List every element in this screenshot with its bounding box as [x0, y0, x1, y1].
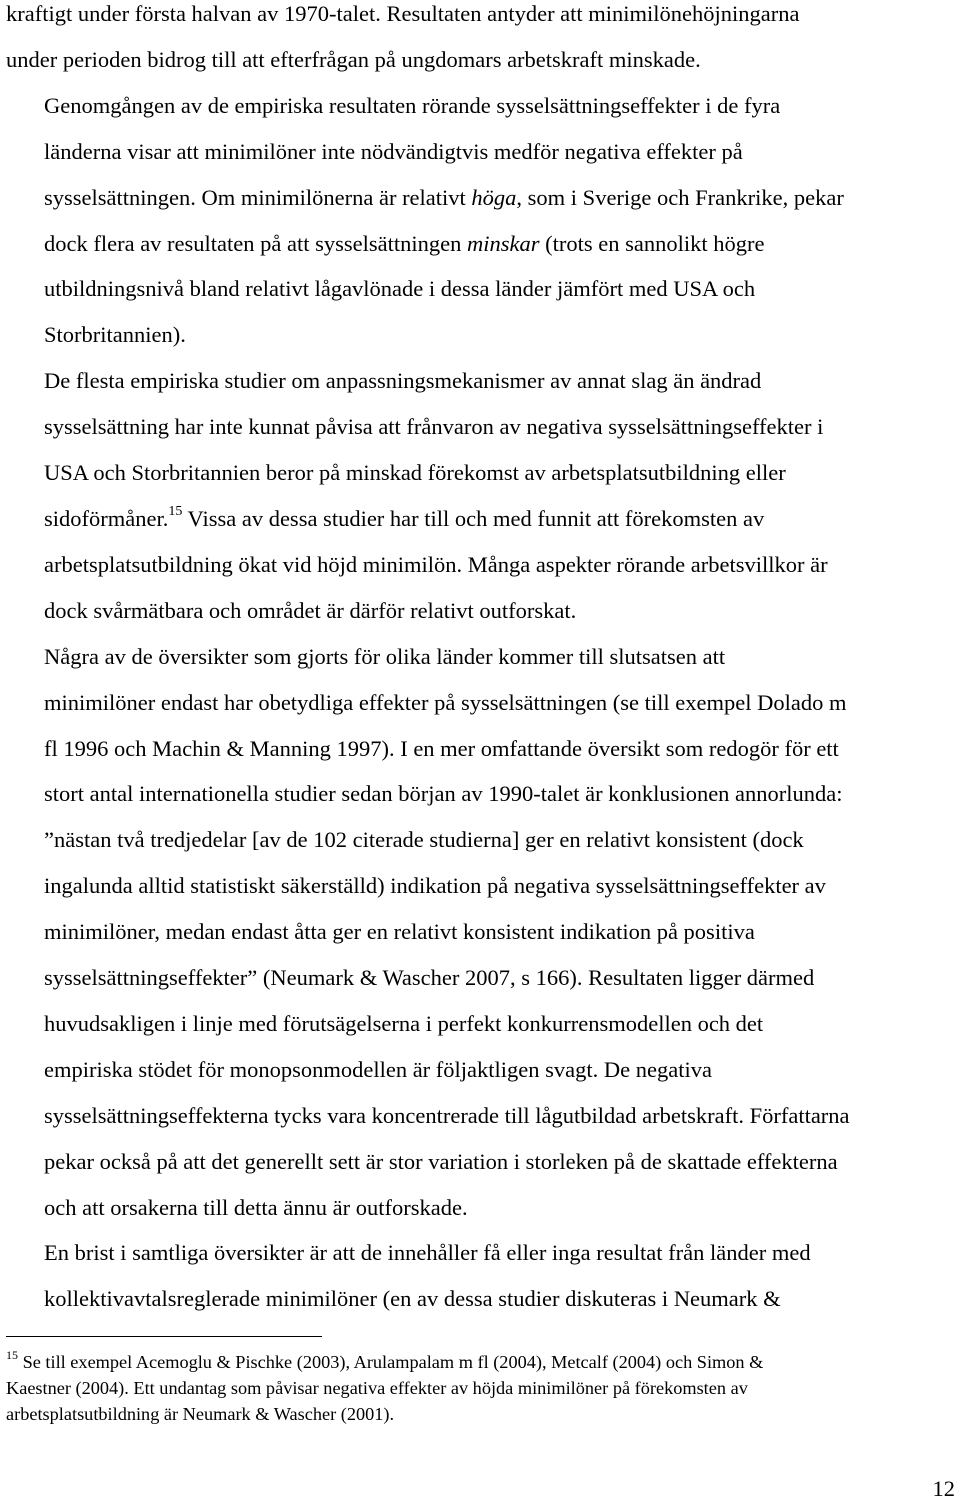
text-segment: dock flera av resultaten på att sysselsättningen: [44, 230, 467, 256]
text-line: De flesta empiriska studier om anpassningsmekanismer av annat slag än ändrad: [44, 368, 762, 394]
text-line: sysselsättning har inte kunnat påvisa att frånvaron av negativa sysselsättningseffekter i: [44, 414, 824, 440]
text-line: sysselsättningseffekterna tycks vara koncentrerade till lågutbildad arbetskraft. Författarna: [44, 1102, 850, 1128]
footnote-separator: [6, 1336, 322, 1337]
text-segment: (trots en sannolikt högre: [539, 230, 765, 256]
text-segment: , som i Sverige och Frankrike, pekar: [516, 184, 844, 210]
text-segment: Se till exempel Acemoglu & Pischke (2003), Arulampalam m fl (2004), Metcalf (2004) och Simon &: [18, 1352, 764, 1372]
text-line: sysselsättningseffekter” (Neumark & Wascher 2007, s 166). Resultaten ligger därmed: [44, 965, 815, 991]
text-line: empiriska stödet för monopsonmodellen är följaktligen svagt. De negativa: [44, 1056, 712, 1082]
text-line: och att orsakerna till detta ännu är outforskade.: [44, 1194, 468, 1220]
text-line: ”nästan två tredjedelar [av de 102 citerade studierna] ger en relativt konsistent (dock: [44, 827, 804, 853]
text-line: ingalunda alltid statistiskt säkerställd) indikation på negativa sysselsättningseffekter av: [44, 873, 826, 899]
text-line: Genomgången av de empiriska resultaten rörande sysselsättningseffekter i de fyra: [44, 92, 781, 118]
text-line: utbildningsnivå bland relativt lågavlönade i dessa länder jämfört med USA och: [44, 276, 756, 302]
text-line: kraftigt under första halvan av 1970-talet. Resultaten antyder att minimilönehöjningarna: [6, 1, 800, 26]
text-line: pekar också på att det generellt sett är stor variation i storleken på de skattade effekterna: [44, 1148, 838, 1174]
paragraph: [6, 634, 956, 1231]
text-line: dock svårmätbara och området är därför relativt outforskat.: [44, 597, 577, 623]
text-line: [6, 496, 956, 542]
emphasis-text: minskar: [467, 230, 540, 256]
emphasis-text: höga: [471, 184, 517, 210]
paragraph: [6, 358, 956, 633]
footnote-number: 15: [6, 1347, 18, 1362]
text-line: huvudsakligen i linje med förutsägelserna i perfekt konkurrensmodellen och det: [44, 1010, 764, 1036]
footnote-line: arbetsplatsutbildning är Neumark & Wascher (2001).: [6, 1404, 395, 1424]
page-number: 12: [932, 1476, 955, 1501]
paragraph: [6, 0, 956, 83]
footnote: [6, 1349, 956, 1427]
text-line: [6, 175, 956, 221]
footnote-ref: 15: [168, 504, 183, 520]
text-line: fl 1996 och Machin & Manning 1997). I en mer omfattande översikt som redogör för ett: [44, 735, 839, 761]
text-line: minimilöner endast har obetydliga effekter på sysselsättningen (se till exempel Dolado m: [44, 689, 847, 715]
text-line: arbetsplatsutbildning ökat vid höjd minimilön. Många aspekter rörande arbetsvillkor är: [44, 551, 828, 577]
text-line: Storbritannien).: [44, 322, 186, 348]
text-line: stort antal internationella studier sedan början av 1990-talet är konklusionen annorlunda:: [44, 781, 843, 807]
footnote-line: Kaestner (2004). Ett undantag som påvisar negativa effekter av höjda minimilöner på förekomsten av: [6, 1378, 748, 1398]
text-line: länderna visar att minimilöner inte nödvändigtvis medför negativa effekter på: [44, 138, 743, 164]
text-line: USA och Storbritannien beror på minskad förekomst av arbetsplatsutbildning eller: [44, 460, 786, 486]
text-segment: sysselsättningen. Om minimilönerna är relativt: [44, 184, 472, 210]
body-text: [6, 0, 956, 1322]
paragraph: [6, 83, 956, 358]
text-line: Några av de översikter som gjorts för olika länder kommer till slutsatsen att: [44, 643, 726, 669]
text-line: minimilöner, medan endast åtta ger en relativt konsistent indikation på positiva: [44, 919, 755, 945]
text-segment: Vissa av dessa studier har till och med funnit att förekomsten av: [182, 505, 765, 531]
footnote-line: [6, 1349, 956, 1375]
text-segment: sidoförmåner.: [44, 505, 169, 531]
text-line: kollektivavtalsreglerade minimilöner (en av dessa studier diskuteras i Neumark &: [44, 1286, 781, 1312]
text-line: [6, 221, 956, 267]
paragraph: [6, 1230, 956, 1322]
text-line: under perioden bidrog till att efterfrågan på ungdomars arbetskraft minskade.: [6, 46, 701, 72]
text-line: En brist i samtliga översikter är att de innehåller få eller inga resultat från länder med: [44, 1240, 811, 1266]
